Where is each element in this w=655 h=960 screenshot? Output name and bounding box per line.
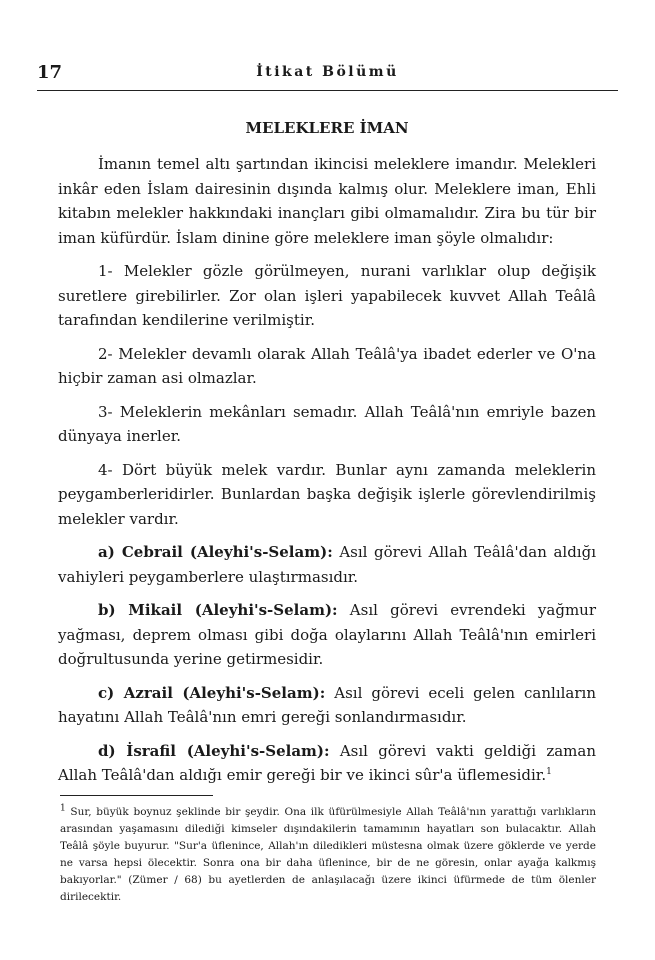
footnote-marker: 1 [60,803,66,814]
footnote-divider [60,795,213,796]
item-lead: c) Azrail (Aleyhi's-Selam): [98,683,326,702]
item-text: Asıl görevi vakti geldiği zaman Allah Teâlâ'dan aldığı emir gereği bir ve ikinci sûr'a üflemesidir. [58,741,597,784]
item-text: Asıl görevi eceli gelen canlıların hayatını Allah Teâlâ'nın emri gereği sonlandırmasıdır. [58,683,596,726]
item-lead: d) İsrafil (Aleyhi's-Selam): [98,741,330,760]
list-item-azrail [58,681,596,730]
list-item-israfil [58,739,596,788]
header-divider [37,90,618,91]
list-item-cebrail [58,540,596,589]
item-text: Asıl görevi Allah Teâlâ'dan aldığı vahiyleri peygamberlere ulaştırmasıdır. [58,543,597,586]
page-header [37,62,618,86]
item-text: 3- Meleklerin mekânları semadır. Allah Teâlâ'nın emriyle bazen dünyaya inerler. [58,402,596,445]
page-number: 17 [37,62,63,83]
running-title: İtikat Bölümü [256,64,399,80]
item-text: 1- Melekler gözle görülmeyen, nurani varlıklar olup değişik suretlere girebilirler. Zor olan işleri yapabilecek kuvvet Allah Teâlâ tarafından kendilerine verilmiştir. [58,262,596,329]
footnote [60,804,596,906]
item-text: Asıl görevi evrendeki yağmur yağması, deprem olması gibi doğa olaylarını Allah Teâlâ'nın emirleri doğrultusunda yerine getirmesidir. [58,601,597,668]
footnote-text: Sur, büyük boynuz şeklinde bir şeydir. Ona ilk üfürülmesiyle Allah Teâlâ'nın yarattığı varlıkların arasından yaşamasını dilediği kimseler dışındakilerin tamamının hayatları son bulacaktır. Allah Teâlâ şöyle buyurur. "Sur'a üflenince, Allah'ın diledikleri müstesna olmak üzere göklerde ve yerde ne varsa hepsi ölecektir. Sonra ona bir daha üflenince, bir de ne göresin, onlar ayağa kalkmış bakıyorlar." (Zümer / 68) bu ayetlerden de anlaşılacağı üzere ikinci üfürmede de tüm ölenler dirilecektir. [60,806,597,903]
item-lead: a) Cebrail (Aleyhi's-Selam): [98,543,333,561]
list-item-3 [58,400,596,449]
section-heading: MELEKLERE İMAN [245,119,409,137]
item-text: 2- Melekler devamlı olarak Allah Teâlâ'ya ibadet ederler ve O'na hiçbir zaman asi olmazlar. [58,344,596,387]
item-text: 4- Dört büyük melek vardır. Bunlar aynı zamanda meleklerin peygamberleridirler. Bunlardan başka değişik işlerle görevlendirilmiş melekler vardır. [58,460,596,528]
intro-paragraph: İmanın temel altı şartından ikincisi meleklere imandır. Melekleri inkâr eden İslam dairesinin dışında kalmış olur. Meleklere iman, Ehli kitabın melekler hakkındaki inançları gibi olmamalıdır. Zira bu tür bir iman küfürdür. İslam dinine göre meleklere iman şöyle olmalıdır: [58,155,596,247]
list-item-2 [58,342,596,391]
list-item-1 [58,259,596,333]
footnote-reference[interactable]: 1 [546,767,552,777]
item-lead: b) Mikail (Aleyhi's-Selam): [98,601,338,619]
main-text [58,118,596,797]
list-item-mikail [58,598,596,672]
list-item-4 [58,458,596,532]
